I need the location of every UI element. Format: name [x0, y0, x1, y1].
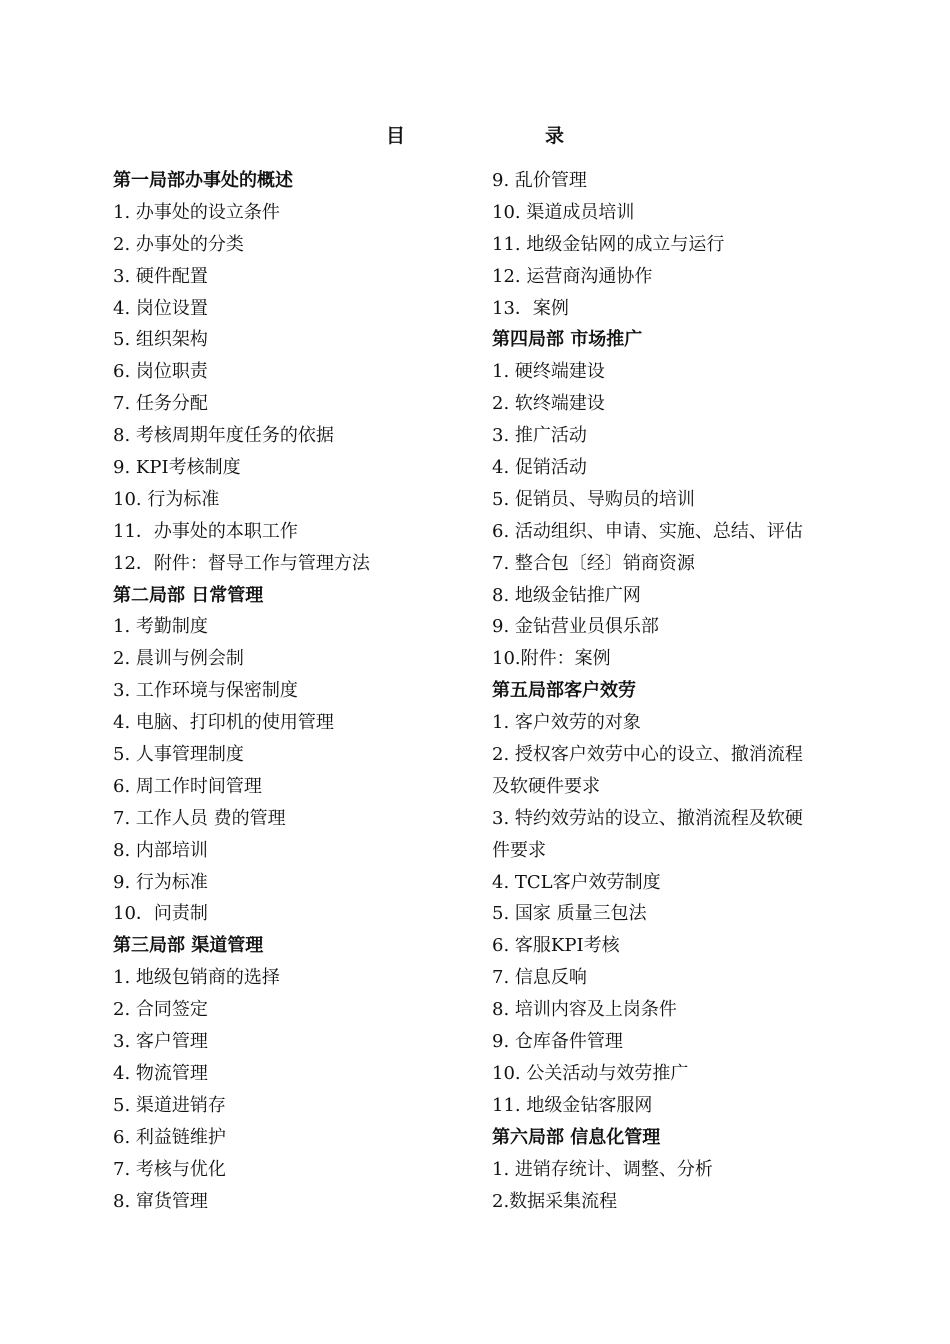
- toc-entry: 3. 客户管理: [113, 1031, 208, 1053]
- toc-entry: 1. 硬终端建设: [492, 361, 605, 383]
- toc-entry: 及软硬件要求: [492, 775, 600, 797]
- toc-entry: 9. 乱价管理: [492, 170, 587, 191]
- toc-entry: 7. 工作人员 费的管理: [113, 807, 286, 829]
- toc-entry: 1. 办事处的设立条件: [113, 201, 280, 223]
- toc-entry: 2. 晨训与例会制: [113, 648, 244, 670]
- toc-entry: 6. 利益链维护: [113, 1126, 226, 1148]
- toc-entry: 件要求: [492, 839, 546, 861]
- toc-entry: 12．附件：督导工作与管理方法: [113, 552, 370, 574]
- toc-entry: 10．问责制: [113, 903, 208, 925]
- toc-entry: 3. 特约效劳站的设立、撤消流程及软硬: [492, 807, 803, 829]
- toc-entry: 8. 考核周期年度任务的依据: [113, 425, 334, 447]
- toc-entry: 6. 客服KPI考核: [492, 935, 620, 957]
- toc-entry: 6. 周工作时间管理: [113, 775, 262, 797]
- toc-entry: 8. 培训内容及上岗条件: [492, 999, 677, 1021]
- toc-section-heading: 第四局部 市场推广: [492, 329, 643, 351]
- toc-entry: 1. 考勤制度: [113, 616, 208, 638]
- toc-entry: 11. 地级金钻网的成立与运行: [492, 233, 725, 255]
- toc-section-heading: 第三局部 渠道管理: [113, 935, 264, 957]
- toc-entry: 6. 活动组织、申请、实施、总结、评估: [492, 520, 803, 542]
- toc-entry: 1. 地级包销商的选择: [113, 967, 280, 989]
- toc-entry: 8. 地级金钻推广网: [492, 584, 641, 606]
- toc-entry: 4. 促销活动: [492, 457, 587, 479]
- toc-entry: 2. 办事处的分类: [113, 233, 244, 255]
- toc-entry: 3. 推广活动: [492, 425, 587, 447]
- toc-entry: 4. 岗位设置: [113, 297, 208, 319]
- toc-entry: 11．办事处的本职工作: [113, 520, 298, 542]
- toc-entry: 10.附件：案例: [492, 648, 611, 670]
- toc-entry: 10. 渠道成员培训: [492, 201, 635, 223]
- toc-entry: 7. 任务分配: [113, 393, 208, 415]
- toc-entry: 4. 电脑、打印机的使用管理: [113, 712, 334, 734]
- toc-section-heading: 第二局部 日常管理: [113, 584, 264, 606]
- toc-entry: 10. 行为标准: [113, 488, 220, 510]
- toc-entry: 7. 信息反响: [492, 967, 587, 989]
- toc-entry: 9. 行为标准: [113, 871, 208, 893]
- toc-entry: 2. 合同签定: [113, 999, 208, 1021]
- toc-entry: 9. KPI考核制度: [113, 457, 241, 479]
- toc-title: 目 录: [385, 125, 598, 147]
- toc-entry: 5. 组织架构: [113, 329, 208, 351]
- toc-entry: 4. 物流管理: [113, 1062, 208, 1084]
- toc-left-column: [113, 165, 483, 1217]
- toc-entry: 10. 公关活动与效劳推广: [492, 1062, 689, 1084]
- toc-entry: 1. 客户效劳的对象: [492, 712, 641, 734]
- toc-section-heading: 第五局部客户效劳: [492, 680, 636, 702]
- toc-entry: 7. 考核与优化: [113, 1158, 226, 1180]
- toc-entry: 8. 内部培训: [113, 839, 208, 861]
- toc-entry: 5. 渠道进销存: [113, 1094, 226, 1116]
- toc-entry: 9. 金钻营业员俱乐部: [492, 616, 659, 638]
- toc-entry: 3. 工作环境与保密制度: [113, 680, 298, 702]
- toc-entry: 12. 运营商沟通协作: [492, 265, 653, 287]
- toc-entry: 13．案例: [492, 297, 569, 319]
- toc-entry: 5. 促销员、导购员的培训: [492, 488, 695, 510]
- toc-entry: 11. 地级金钻客服网: [492, 1094, 653, 1116]
- toc-section-heading: 第一局部办事处的概述: [113, 170, 293, 191]
- toc-entry: 2. 软终端建设: [492, 393, 605, 415]
- toc-entry: 4. TCL客户效劳制度: [492, 871, 661, 893]
- toc-entry: 1. 进销存统计、调整、分析: [492, 1158, 713, 1180]
- toc-entry: 7. 整合包〔经〕销商资源: [492, 552, 695, 574]
- toc-entry: 3. 硬件配置: [113, 265, 208, 287]
- toc-entry: 9. 仓库备件管理: [492, 1031, 623, 1053]
- toc-entry: 6. 岗位职责: [113, 361, 208, 383]
- toc-entry: 5. 人事管理制度: [113, 744, 244, 766]
- toc-section-heading: 第六局部 信息化管理: [492, 1126, 661, 1148]
- toc-entry: 5. 国家 质量三包法: [492, 903, 647, 925]
- toc-entry: 2.数据采集流程: [492, 1190, 618, 1212]
- toc-right-column: [492, 165, 844, 1217]
- toc-entry: 8. 窜货管理: [113, 1190, 208, 1212]
- toc-entry: 2. 授权客户效劳中心的设立、撤消流程: [492, 744, 803, 766]
